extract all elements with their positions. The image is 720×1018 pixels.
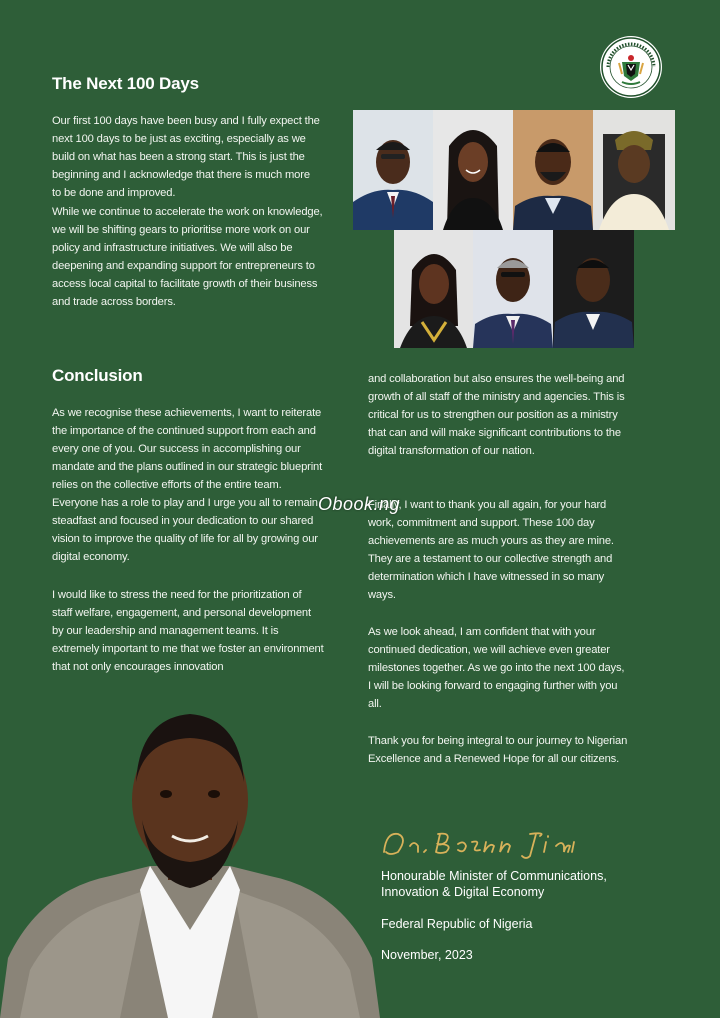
minister-portrait (0, 690, 380, 1018)
signatory-date: November, 2023 (381, 948, 473, 962)
team-photo-3 (513, 110, 593, 230)
signatory-organisation: Federal Republic of Nigeria (381, 917, 533, 931)
next-100-days-paragraph-1: Our first 100 days have been busy and I fully expect the next 100 days to be just as exciting, especially as we build on what has been a strong start. This is just the beginning and I acknowledge that there is much more to be done and improved. (52, 115, 320, 199)
signatory-title-line-2: Innovation & Digital Economy (381, 885, 545, 899)
team-photo-1 (353, 110, 433, 230)
team-photo-4 (593, 110, 675, 230)
coat-of-arms-icon (600, 36, 662, 98)
conclusion-paragraph-5: As we look ahead, I am confident that with your continued dedication, we will achieve even greater milestones together. As we go into the next 100 days, I will be looking forward to engaging further with you all. (368, 626, 625, 710)
signature (380, 826, 580, 867)
signature-script-icon (380, 826, 580, 860)
ministry-seal-logo (600, 36, 662, 98)
signatory-title-line-1: Honourable Minister of Communications, (381, 869, 607, 883)
team-photo-6 (473, 230, 553, 348)
watermark: Obook.ng (318, 494, 401, 514)
conclusion-paragraph-3: and collaboration but also ensures the well-being and growth of all staff of the ministry and agencies. This is critical for us to strengthen our position as a ministry that can and will make significant contributions to the digital transformation of our nation. (368, 373, 625, 457)
conclusion-paragraph-6: Thank you for being integral to our journey to Nigerian Excellence and a Renewed Hope for all our citizens. (368, 735, 628, 765)
section-title-next-100-days: The Next 100 Days (52, 74, 199, 93)
conclusion-paragraph-1: As we recognise these achievements, I want to reiterate the importance of the continued support from each and every one of you. Our success in accomplishing our mandate and the plans outlined in our strategic blueprint relies on the collective efforts of the entire team. Everyone has a role to play and I urge you all to remain steadfast and focused in your dedication to our shared vision to improve the quality of life for all by growing our digital economy. (52, 407, 323, 563)
team-photo-7 (553, 230, 634, 348)
team-photo-2 (433, 110, 513, 230)
next-100-days-paragraph-2: While we continue to accelerate the work on knowledge, we will be shifting gears to prioritise more work on our policy and infrastructure initiatives. We will also be deepening and expanding support for entrepreneurs to access local capital to facilitate growth of their business and trade across borders. (52, 206, 323, 308)
conclusion-paragraph-2: I would like to stress the need for the prioritization of staff welfare, engagement, and personal development by our leadership and management teams. It is extremely important to me that we foster an environment that not only encourages innovation (52, 589, 324, 673)
section-title-conclusion: Conclusion (52, 366, 143, 385)
team-photo-5 (394, 230, 473, 348)
conclusion-paragraph-4: Finally, I want to thank you all again, for your hard work, commitment and support. These 100 day achievements are as much yours as they are mine. They are a testament to our collective strength and determination which I have witnessed in so many ways. (368, 499, 614, 601)
